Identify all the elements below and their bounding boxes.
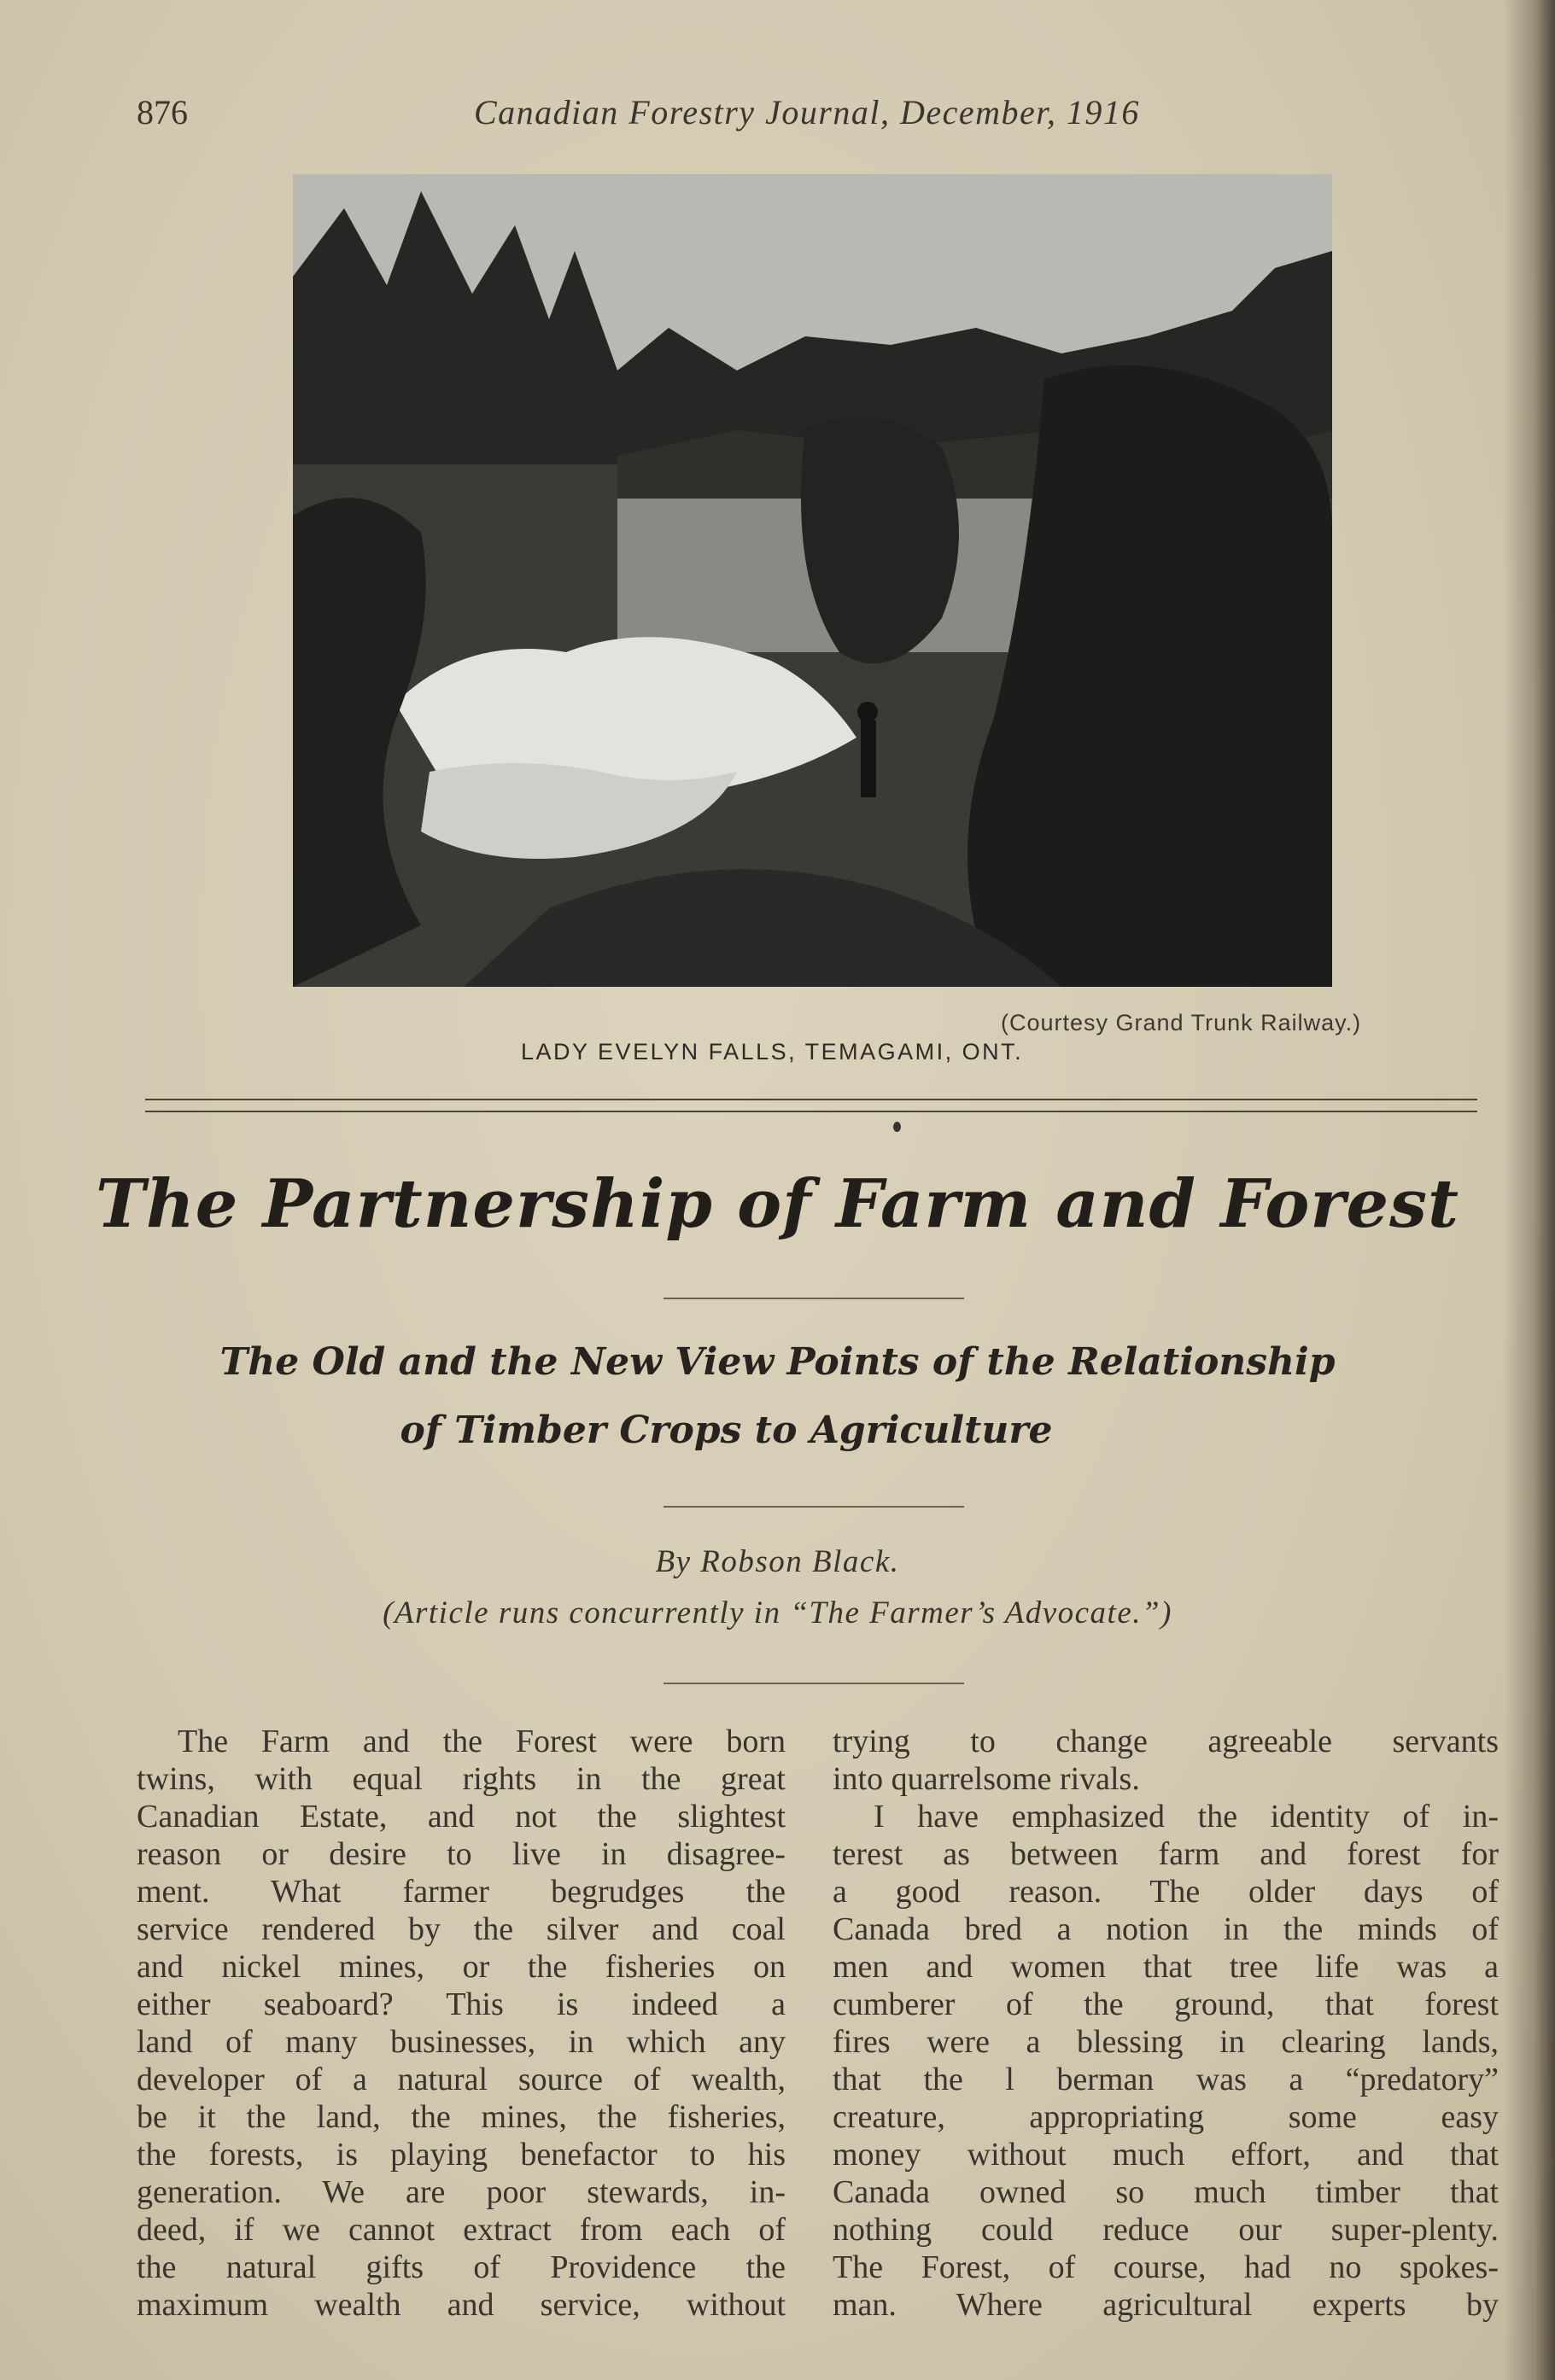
- falls-photograph-image: [293, 174, 1332, 987]
- text-line: deed, if we cannot extract from each of: [137, 2212, 786, 2248]
- byline: By Robson Black.: [655, 1544, 900, 1579]
- text-line: men and women that tree life was a: [833, 1949, 1499, 1985]
- text-line: be it the land, the mines, the fisheries,: [137, 2099, 786, 2135]
- text-line: ment. What farmer begrudges the: [137, 1874, 786, 1910]
- text-line: nothing could reduce our super-plenty.: [833, 2212, 1499, 2248]
- text-line: developer of a natural source of wealth,: [137, 2062, 786, 2097]
- text-line: and nickel mines, or the fisheries on: [137, 1949, 786, 1985]
- falls-photograph: [293, 174, 1332, 987]
- body-column-left: [137, 1723, 786, 2324]
- text-line: service rendered by the silver and coal: [137, 1911, 786, 1947]
- text-line: the natural gifts of Providence the: [137, 2249, 786, 2285]
- article-title: The Partnership of Farm and Forest: [95, 1165, 1460, 1243]
- text-line: trying to change agreeable servants: [833, 1724, 1499, 1759]
- article-subtitle-line1: The Old and the New View Points of the Relationship: [219, 1340, 1336, 1384]
- text-line: generation. We are poor stewards, in-: [137, 2174, 786, 2210]
- short-divider: [664, 1298, 964, 1299]
- divider-rule: [145, 1099, 1477, 1100]
- article-subtitle-line2: of Timber Crops to Agriculture: [400, 1409, 1053, 1452]
- text-line: Canada owned so much timber that: [833, 2174, 1499, 2210]
- text-line: cumberer of the ground, that forest: [833, 1986, 1499, 2022]
- body-column-right: [833, 1723, 1499, 2324]
- short-divider: [664, 1683, 964, 1684]
- text-line: I have emphasized the identity of in-: [874, 1799, 1499, 1835]
- photo-credit: (Courtesy Grand Trunk Railway.): [1001, 1010, 1362, 1035]
- photo-caption: LADY EVELYN FALLS, TEMAGAMI, ONT.: [521, 1039, 1024, 1065]
- divider-rule: [145, 1111, 1477, 1112]
- text-line: twins, with equal rights in the great: [137, 1761, 786, 1797]
- text-line: creature, appropriating some easy: [833, 2099, 1499, 2135]
- text-line: land of many businesses, in which any: [137, 2024, 786, 2060]
- page-header: [0, 85, 1555, 137]
- text-line: man. Where agricultural experts by: [833, 2287, 1499, 2323]
- text-line: that the l berman was a “predatory”: [833, 2062, 1499, 2097]
- text-line: into quarrelsome rivals.: [833, 1761, 1140, 1797]
- text-line: reason or desire to live in disagree-: [137, 1836, 786, 1872]
- page-number: 876: [137, 93, 188, 131]
- text-line: The Forest, of course, had no spokes-: [833, 2249, 1499, 2285]
- text-line: Canada bred a notion in the minds of: [833, 1911, 1499, 1947]
- byline-note: (Article runs concurrently in “The Farmer’s Advocate.”): [383, 1595, 1172, 1630]
- text-line: The Farm and the Forest were born: [178, 1724, 786, 1759]
- text-line: the forests, is playing benefactor to his: [137, 2137, 786, 2173]
- text-line: maximum wealth and service, without: [137, 2287, 786, 2323]
- text-line: money without much effort, and that: [833, 2137, 1499, 2173]
- binding-shadow: [1504, 0, 1555, 2380]
- text-line: a good reason. The older days of: [833, 1874, 1499, 1910]
- text-line: fires were a blessing in clearing lands,: [833, 2024, 1499, 2060]
- running-head: Canadian Forestry Journal, December, 1916: [474, 93, 1140, 131]
- text-line: Canadian Estate, and not the slightest: [137, 1799, 786, 1835]
- text-line: terest as between farm and forest for: [833, 1836, 1499, 1872]
- ornament-dot: [893, 1122, 901, 1132]
- short-divider: [664, 1506, 964, 1508]
- text-line: either seaboard? This is indeed a: [137, 1986, 786, 2022]
